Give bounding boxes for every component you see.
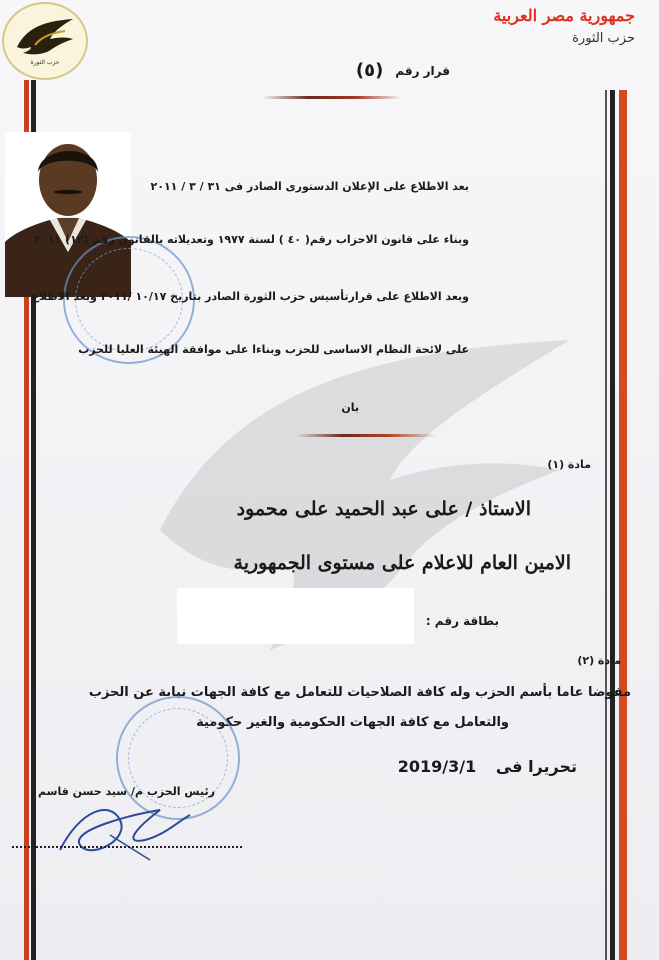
title-divider	[262, 96, 402, 99]
chairman-signature-label: رئيس الحزب م/ سيد حسن قاسم	[38, 785, 215, 798]
article-2-label: مادة (٢)	[577, 654, 621, 667]
signature-line	[12, 846, 242, 848]
republic-name: جمهورية مصر العربية	[493, 6, 635, 25]
right-red-stripe	[619, 90, 627, 960]
logo-text: حزب الثورة	[30, 58, 60, 66]
redacted-id-box	[177, 588, 414, 644]
issue-date: 2019/3/1	[397, 757, 477, 776]
issue-date-line	[398, 757, 577, 776]
preamble-line-1: بعد الاطلاع على الإعلان الدستورى الصادر فى ٣١ / ٣ / ٢٠١١	[150, 180, 469, 193]
section-divider	[296, 434, 436, 437]
preamble-line-3: وبعد الاطلاع على قرارتأسيس حزب الثورة الصادر بتاريخ ١٠/١٧ /٢٠١١ وبعد الاطلاع	[31, 290, 469, 303]
eagle-logo-icon	[15, 17, 75, 57]
decision-label: قرار رقم	[395, 63, 450, 78]
handwritten-signature	[50, 790, 200, 870]
appointee-role: الامين العام للاعلام على مستوى الجمهورية	[233, 552, 571, 574]
article-1-label: مادة (١)	[547, 458, 591, 471]
right-black-stripe	[610, 90, 615, 960]
right-thin-stripe	[605, 90, 607, 960]
mandate-line-2: والتعامل مع كافة الجهات الحكومية والغير حكومية	[196, 715, 509, 730]
decision-title	[230, 60, 450, 81]
mandate-line-1: مفوضا عاما بأسم الحزب وله كافة الصلاحيات للتعامل مع كافة الجهات نيابة عن الحزب	[88, 685, 631, 700]
letterhead	[493, 6, 635, 46]
party-name: حزب الثورة	[572, 31, 635, 46]
id-card-label: بطاقة رقم :	[425, 614, 499, 628]
preamble-line-2: وبناء على قانون الاحزاب رقم( ٤٠ ) لسنة ١٩٧٧ وتعديلاته بالقانون رقم (١٢) ٢٠١١	[34, 233, 469, 246]
appointee-name: الاستاذ / على عبد الحميد على محمود	[236, 498, 531, 520]
decision-number: (٥)	[355, 60, 384, 81]
party-logo	[2, 2, 88, 80]
preamble-line-4: على لائحة النظام الاساسى للحزب وبناءا على موافقة الهيئة العليا للحزب	[78, 343, 469, 356]
issued-label: تحريرا فى	[495, 757, 577, 776]
preamble-line-5: بان	[341, 401, 359, 414]
